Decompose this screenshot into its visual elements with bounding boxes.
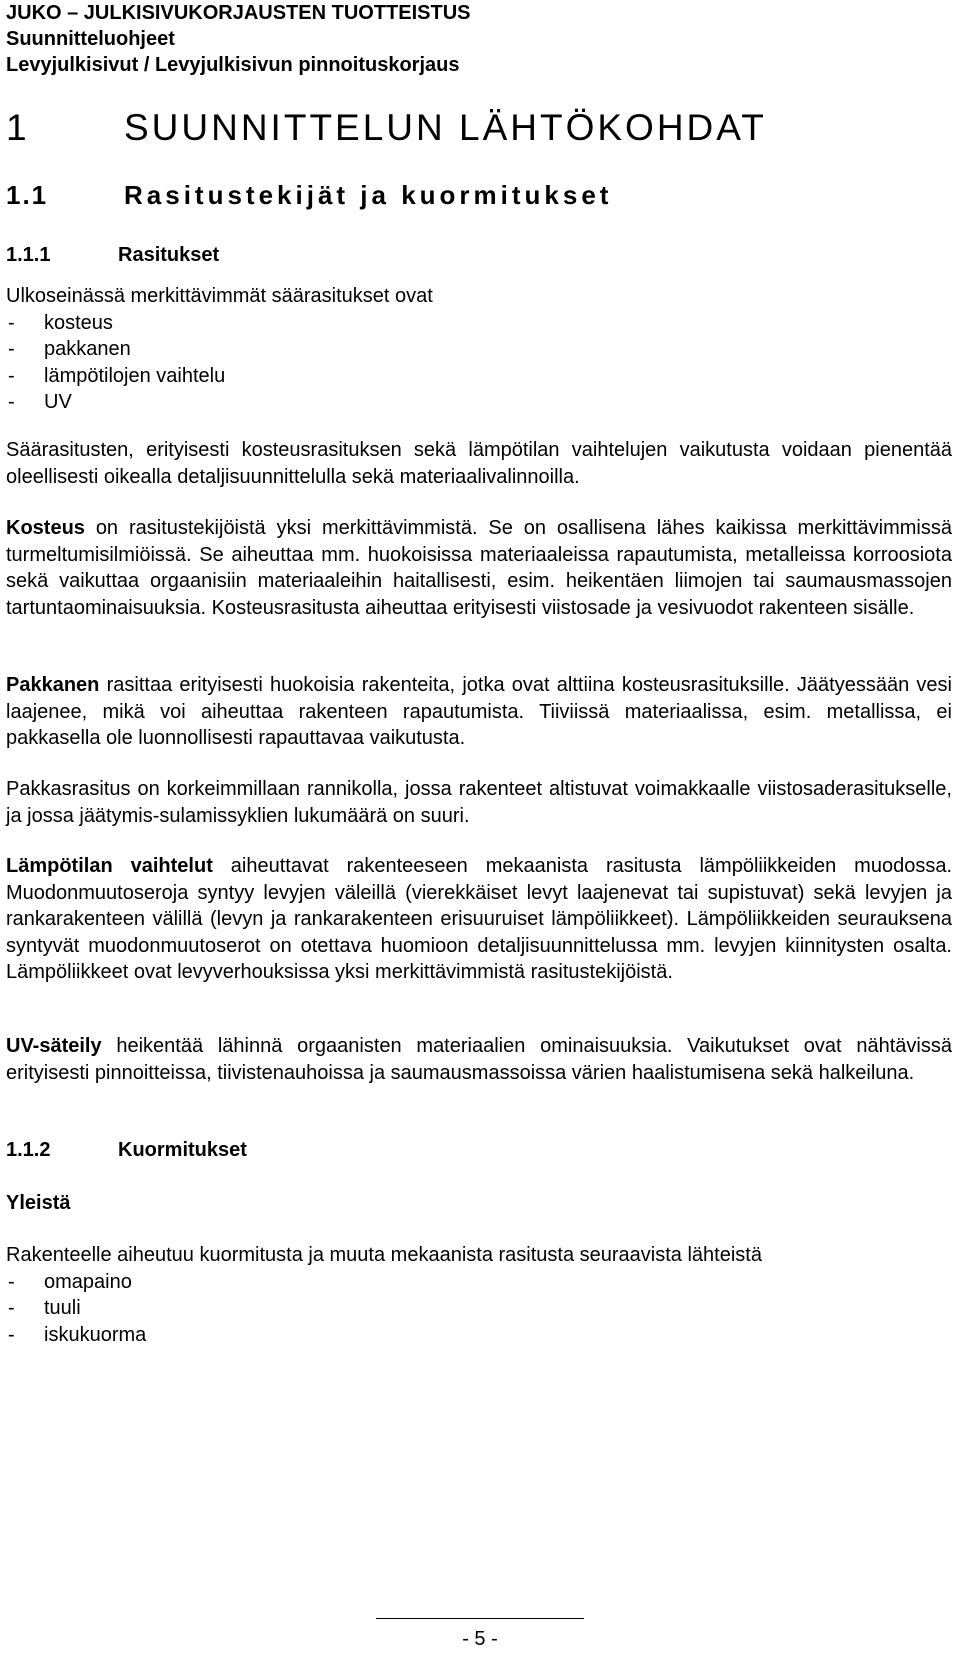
footer-divider xyxy=(376,1618,584,1619)
term-pakkanen: Pakkanen xyxy=(6,674,100,696)
paragraph-saarasitus: Säärasitusten, erityisesti kosteusrasituksen sekä lämpötilan vaihtelujen vaikutusta voidaan pienentää oleellisesti oikealla detaljisuunnittelulla sekä materiaalivalinnoilla. xyxy=(6,439,952,488)
paragraph-uv-sateily: UV-säteily heikentää lähinnä orgaanisten materiaalien ominaisuuksia. Vaikutukset ovat nähtävissä erityisesti pinnoitteissa, tiivistenauhoissa ja saumausmassoissa värien haalistumisena sekä halkeiluna. xyxy=(6,1035,952,1084)
list-item: - kosteus xyxy=(8,311,113,334)
intro-block xyxy=(6,283,952,416)
chapter-number: 1 xyxy=(6,107,30,148)
page-number: - 5 - xyxy=(462,1628,498,1650)
paragraph-lampotilan-vaihtelut: Lämpötilan vaihtelut aiheuttavat rakenteeseen mekaanista rasitusta lämpöliikkeiden muodossa. Muodonmuutoseroja syntyy levyjen väleillä (vierekkäiset levyt laajenevat tai supistuvat) sekä levyjen ja rankarakenteen välillä (levyn ja rankarakenteen erisuuruiset lämpöliikkeet). Lämpöliikkeiden seurauksena syntyvät muodonmuutoserot on otettava huomioon detaljisuunnittelussa mm. levyjen kiinnitysten osalta. Lämpöliikkeet ovat levyverhouksissa yksi merkittävimmistä rasitustekijöistä. xyxy=(6,855,953,983)
load-source-list xyxy=(6,1269,952,1349)
chapter-heading xyxy=(6,104,767,152)
exposure-list xyxy=(6,310,952,416)
term-uv-sateily: UV-säteily xyxy=(6,1035,102,1057)
term-kosteus: Kosteus xyxy=(6,517,85,539)
section-title: Rasitustekijät ja kuormitukset xyxy=(124,180,613,210)
section-heading xyxy=(6,178,612,212)
intro-paragraph: Ulkoseinässä merkittävimmät säärasitukset ovat xyxy=(6,285,433,307)
subsection-title: Kuormitukset xyxy=(118,1139,247,1161)
list-item: - tuuli xyxy=(8,1297,81,1319)
subsection-heading-kuormitukset xyxy=(6,1137,247,1163)
load-intro-paragraph: Rakenteelle aiheutuu kuormitusta ja muuta mekaanista rasitusta seuraavista lähteistä xyxy=(6,1244,762,1266)
subheading-yleista: Yleistä xyxy=(6,1192,71,1214)
list-item: - lämpötilojen vaihtelu xyxy=(8,364,226,387)
paragraph-pakkasrasitus: Pakkasrasitus on korkeimmillaan rannikolla, jossa rakenteet altistuvat voimakkaalle viistosaderasitukselle, ja jossa jäätymis-sulamissyklien lukumäärä on suuri. xyxy=(6,778,952,827)
running-header xyxy=(6,0,471,78)
paragraph-kosteus: Kosteus on rasitustekijöistä yksi merkittävimmistä. Se on osallisena lähes kaikissa merkittävimmissä turmeltumisilmiöissä. Se aiheuttaa mm. huokoisissa materiaaleissa rapautumista, metalleissa korroosiota sekä vaikuttaa orgaanisiin materiaaleihin haitallisesti, esim. heikentäen liimojen tai saumausmassojen tartuntaominaisuuksia. Kosteusrasitusta aiheuttaa erityisesti viistosade ja vesivuodot rakenteen sisälle. xyxy=(6,517,952,619)
subsection-heading-rasitukset xyxy=(6,242,219,268)
paragraph-pakkanen: Pakkanen rasittaa erityisesti huokoisia rakenteita, jotka ovat alttiina kosteusrasituksille. Jäätyessään vesi laajenee, mikä voi aiheuttaa rakenteen rapautumista. Tiiviissä materiaalissa, esim. metallissa, ei pakkasella ole luonnollisesti rapauttavaa vaikutusta. xyxy=(6,674,952,749)
subsection-number: 1.1.1 xyxy=(6,244,51,266)
list-item: - omapaino xyxy=(8,1270,132,1293)
term-lampotilan-vaihtelut: Lämpötilan vaihtelut xyxy=(6,855,213,877)
subsection-number: 1.1.2 xyxy=(6,1139,51,1161)
list-item: - pakkanen xyxy=(8,338,131,360)
load-sources-block xyxy=(6,1242,952,1348)
subsection-title: Rasitukset xyxy=(118,244,220,266)
chapter-title: SUUNNITTELUN LÄHTÖKOHDAT xyxy=(124,107,767,148)
header-line-guide: Suunnitteluohjeet xyxy=(6,28,175,50)
header-line-topic: Levyjulkisivut / Levyjulkisivun pinnoituskorjaus xyxy=(6,54,460,76)
header-line-project: JUKO – JULKISIVUKORJAUSTEN TUOTTEISTUS xyxy=(6,2,471,24)
list-item: - iskukuorma xyxy=(8,1323,147,1346)
list-item: - UV xyxy=(8,391,72,413)
section-number: 1.1 xyxy=(6,180,49,210)
